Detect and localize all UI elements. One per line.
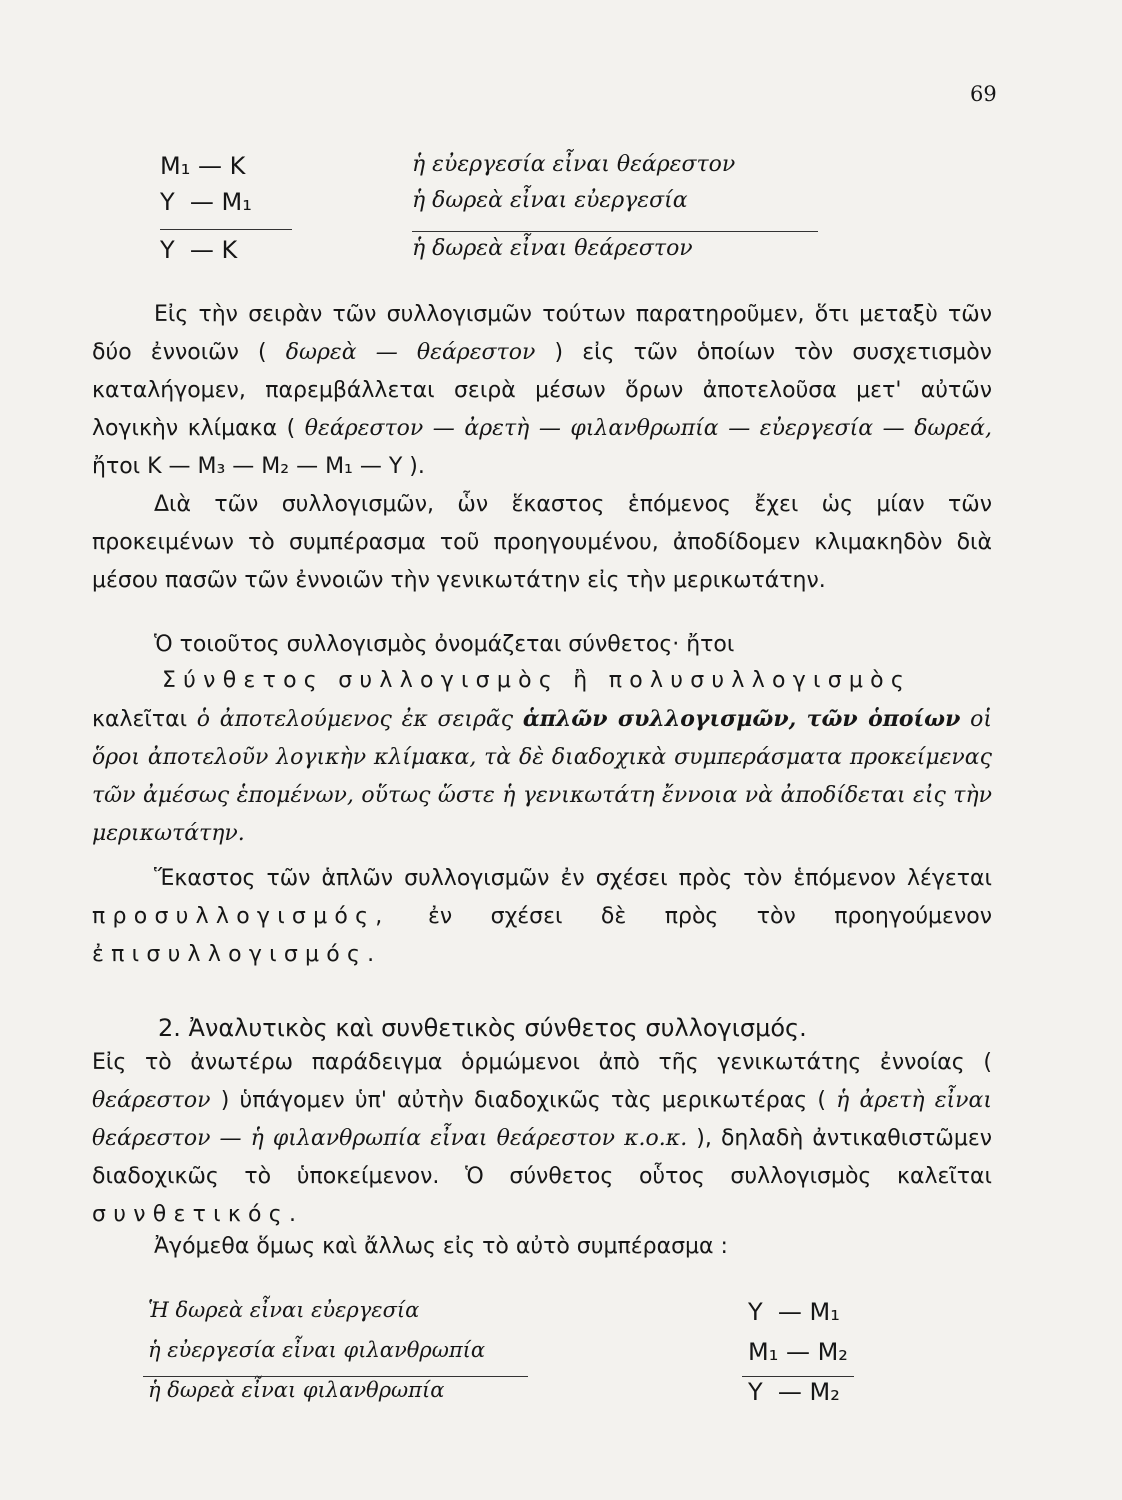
italic-text: θεάρεστον	[92, 1088, 211, 1113]
syllogism-premise: Ἡ δωρεὰ εἶναι εὐεργεσία	[148, 1298, 420, 1322]
syllogism-formula: Y — M₁	[160, 188, 252, 216]
syllogism-block-1	[160, 148, 840, 268]
italic-text: ὁ ἀποτελούμενος ἐκ σειρᾶς	[196, 707, 514, 732]
paragraph-text: Ὁ τοιοῦτος συλλογισμὸς ὀνομάζεται σύνθετος· ἤτοι	[154, 632, 735, 657]
text-span: ἤτοι K — M₃ — M₂ — M₁ — Y ).	[92, 454, 425, 479]
conclusion-rule	[160, 229, 292, 230]
italic-text: θεάρεστον — ἀρετὴ — φιλανθρωπία — εὐεργεσία — δωρεά,	[304, 416, 993, 441]
conclusion-rule	[742, 1376, 854, 1377]
bold-italic-text: ἁπλῶν συλλογισμῶν, τῶν ὁποίων	[522, 706, 961, 732]
page-number: 69	[970, 82, 997, 106]
paragraph-text: Διὰ τῶν συλλογισμῶν, ὧν ἕκαστος ἑπόμενος ἔχει ὡς μίαν τῶν προκειμένων τὸ συμπέρασμα τοῦ προηγουμένου, ἀποδίδομεν κλιμακηδὸν διὰ μέσου πασῶν τῶν ἐννοιῶν τὴν γενικωτάτην εἰς τὴν μερικωτάτην.	[92, 492, 992, 593]
syllogism-conclusion: ἡ δωρεὰ εἶναι θεάρεστον	[412, 236, 693, 261]
spaced-term: συνθετικός.	[92, 1202, 304, 1227]
paragraph-text: Ἀγόμεθα ὅμως καὶ ἄλλως εἰς τὸ αὐτὸ συμπέρασμα :	[154, 1234, 728, 1259]
spaced-term: ἐπισυλλογισμός.	[92, 942, 382, 967]
syllogism-row	[160, 148, 840, 184]
text-span: Εἰς τὸ ἀνωτέρω παράδειγμα ὁρμώμενοι ἀπὸ τῆς γενικωτάτης ἐννοίας (	[92, 1050, 992, 1075]
paragraph-1	[92, 296, 992, 486]
text-span: καλεῖται	[92, 707, 188, 732]
conclusion-rule	[412, 231, 818, 232]
definition-paragraph	[92, 662, 992, 853]
syllogism-row	[160, 232, 840, 268]
italic-text: ἡ ἀρετὴ εἶναι θεάρεστον — ἡ φιλανθρωπία εἶναι θεάρεστον κ.ο.κ.	[92, 1088, 993, 1151]
syllogism-formula: Y — K	[160, 236, 238, 264]
text-span: Ἕκαστος τῶν ἁπλῶν συλλογισμῶν ἐν σχέσει πρὸς τὸν ἑπόμενον λέγεται	[154, 866, 992, 891]
paragraph-3	[92, 626, 992, 664]
syllogism-formula: Y — M₁	[748, 1298, 840, 1326]
paragraph-5	[92, 860, 992, 974]
text-span: Εἰς τὴν σειρὰν τῶν συλλογισμῶν τούτων παρατηροῦμεν, ὅτι μεταξὺ τῶν δύο ἐννοιῶν (	[92, 302, 992, 365]
syllogism-row	[148, 1290, 868, 1330]
definition-term: Σύνθετος συλλογισμὸς ἢ πολυσυλλογισμὸς	[162, 668, 912, 693]
syllogism-formula: M₁ — M₂	[748, 1338, 848, 1366]
paragraph-6	[92, 1044, 992, 1234]
syllogism-conclusion: ἡ δωρεὰ εἶναι φιλανθρωπία	[148, 1378, 445, 1402]
syllogism-block-2	[148, 1290, 868, 1410]
text-span: ἐν σχέσει δὲ πρὸς τὸν προηγούμενον	[427, 904, 992, 929]
text-span: ) εἰς τῶν ὁποίων τὸν συσχετισμὸν καταλήγομεν, παρεμβάλλεται σειρὰ μέσων ὅρων ἀποτελοῦσα μετ' αὐτῶν λογικὴν κλίμακα (	[92, 340, 992, 441]
syllogism-formula: M₁ — K	[160, 152, 246, 180]
syllogism-row	[148, 1330, 868, 1370]
syllogism-premise: ἡ εὐεργεσία εἶναι φιλανθρωπία	[148, 1338, 486, 1362]
syllogism-premise: ἡ δωρεὰ εἶναι εὐεργεσία	[412, 188, 688, 213]
italic-text: οἱ ὅροι ἀποτελοῦν λογικὴν κλίμακα, τὰ δὲ διαδοχικὰ συμπεράσματα προκείμενας τῶν ἀμέσως ἑπομένων, οὕτως ὥστε ἡ γενικωτάτη ἔννοια νὰ ἀποδίδεται εἰς τὴν μερικωτάτην.	[92, 707, 992, 846]
conclusion-rule	[143, 1376, 528, 1377]
section-heading: 2. Ἀναλυτικὸς καὶ συνθετικὸς σύνθετος συλλογισμός.	[158, 1014, 807, 1042]
paragraph-7	[92, 1228, 992, 1266]
text-span: ) ὑπάγομεν ὑπ' αὐτὴν διαδοχικῶς τὰς μερικωτέρας (	[220, 1088, 826, 1113]
text-span: ), δηλαδὴ ἀντικαθιστῶμεν διαδοχικῶς τὸ ὑποκείμενον. Ὁ σύνθετος οὗτος συλλογισμὸς καλεῖται	[92, 1126, 992, 1189]
italic-text: δωρεὰ — θεάρεστον	[285, 340, 536, 365]
syllogism-premise: ἡ εὐεργεσία εἶναι θεάρεστον	[412, 152, 736, 177]
paragraph-2	[92, 486, 992, 600]
syllogism-formula: Y — M₂	[748, 1378, 840, 1406]
syllogism-row	[160, 184, 840, 220]
spaced-term: προσυλλογισμός,	[92, 904, 390, 929]
